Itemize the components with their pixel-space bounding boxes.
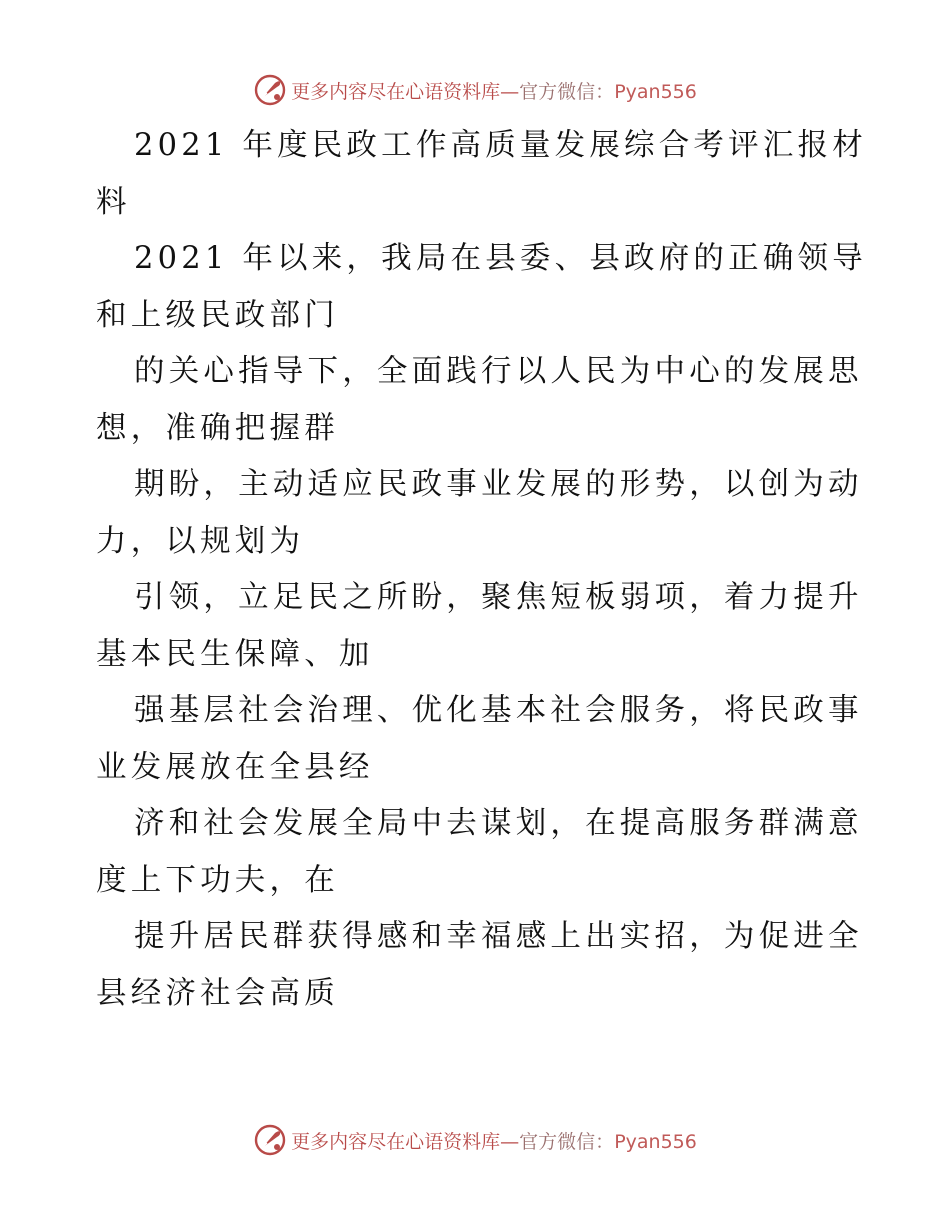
quill-logo-icon [253, 73, 287, 107]
paragraph-line: 济和社会发展全局中去谋划，在提高服务群满意 [134, 806, 863, 841]
footer-watermark [0, 1120, 950, 1160]
paragraph-line: 基本民生保障、加 [96, 636, 374, 672]
watermark-main: 更多内容尽在心语资料库 [291, 80, 501, 103]
watermark-dash: — [500, 1130, 520, 1153]
paragraph-line: 期盼，主动适应民政事业发展的形势，以创为动 [134, 467, 863, 502]
paragraph-line: 县经济社会高质 [96, 975, 339, 1011]
paragraph-line: 的关心指导下，全面践行以人民为中心的发展思 [134, 354, 863, 389]
paragraph-line: 力，以规划为 [96, 523, 305, 559]
paragraph-line: 2021 年以来，我局在县委、县政府的正确领导 [134, 241, 867, 276]
paragraph-line: 想，准确把握群 [96, 410, 339, 446]
watermark-wechat-id: Pyan556 [614, 80, 697, 103]
paragraph-line: 提升居民群获得感和幸福感上出实招，为促进全 [134, 919, 863, 954]
header-watermark [0, 70, 950, 110]
paragraph-line: 度上下功夫，在 [96, 862, 339, 898]
watermark-official-label: 官方微信： [519, 80, 615, 103]
document-body [96, 118, 867, 1022]
watermark-text [291, 1127, 697, 1154]
paragraph-line: 强基层社会治理、优化基本社会服务，将民政事 [134, 693, 863, 728]
watermark-main: 更多内容尽在心语资料库 [291, 1130, 501, 1153]
watermark-official-label: 官方微信： [519, 1130, 615, 1153]
document-title: 2021 年度民政工作高质量发展综合考评汇报材 [134, 128, 867, 163]
watermark-wechat-id: Pyan556 [614, 1130, 697, 1153]
document-title-continued: 料 [96, 184, 131, 220]
paragraph-line: 引领，立足民之所盼，聚焦短板弱项，着力提升 [134, 580, 863, 615]
watermark-dash: — [500, 80, 520, 103]
paragraph-line: 业发展放在全县经 [96, 749, 374, 785]
paragraph-line: 和上级民政部门 [96, 297, 339, 333]
quill-logo-icon [253, 1123, 287, 1157]
watermark-text [291, 77, 697, 104]
